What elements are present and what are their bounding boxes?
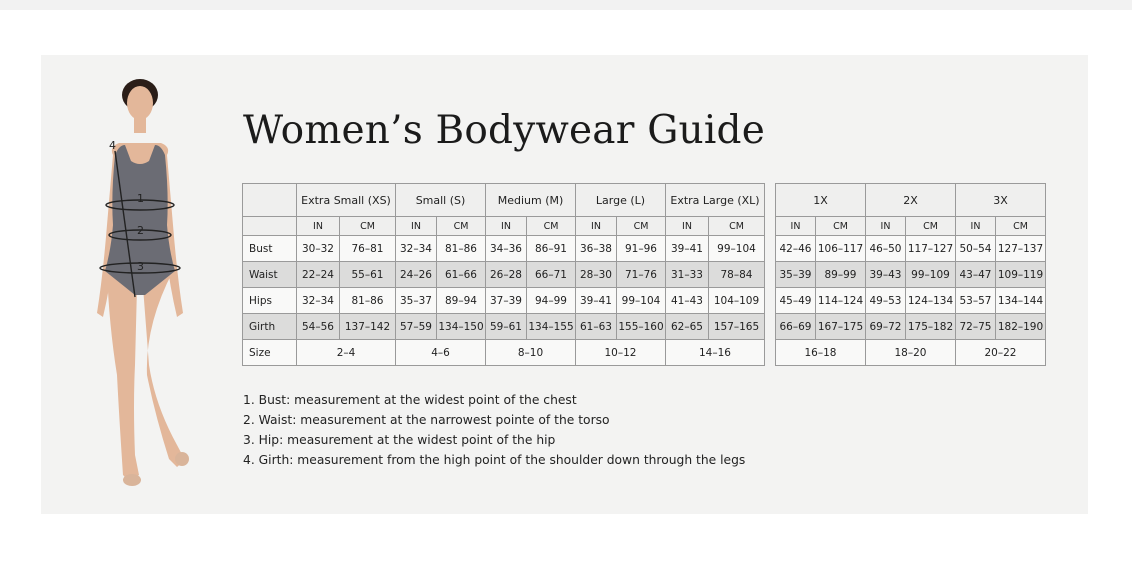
table-cell: 39–41 — [666, 236, 709, 262]
table-cell: 39–41 — [576, 288, 617, 314]
table-cell: 30–32 — [297, 236, 340, 262]
unit-header: CM — [709, 217, 765, 236]
table-cell: 26–28 — [486, 262, 527, 288]
table-cell: 155–160 — [617, 314, 666, 340]
table-row — [776, 236, 1046, 262]
unit-header: IN — [486, 217, 527, 236]
table-cell: 134–155 — [527, 314, 576, 340]
table-cell: 89–94 — [437, 288, 486, 314]
note-girth: 4. Girth: measurement from the high point of the shoulder down through the legs — [243, 453, 746, 467]
table-cell: 45–49 — [776, 288, 816, 314]
table-cell: 61–63 — [576, 314, 617, 340]
table-cell: 10–12 — [576, 340, 666, 366]
unit-header: IN — [396, 217, 437, 236]
table-cell: 49–53 — [866, 288, 906, 314]
unit-header: IN — [576, 217, 617, 236]
table-cell: 72–75 — [956, 314, 996, 340]
unit-header: CM — [816, 217, 866, 236]
table-row — [243, 288, 765, 314]
table-cell: 99–104 — [709, 236, 765, 262]
table-cell: 167–175 — [816, 314, 866, 340]
table-cell: 69–72 — [866, 314, 906, 340]
table-cell: 109–119 — [996, 262, 1046, 288]
marker-2: 2 — [137, 224, 144, 237]
table-cell: 182–190 — [996, 314, 1046, 340]
top-strip — [0, 0, 1132, 10]
table-cell: 91–96 — [617, 236, 666, 262]
table-cell: 104–109 — [709, 288, 765, 314]
unit-header: CM — [906, 217, 956, 236]
size-table-main — [242, 183, 765, 366]
table-cell: 134–150 — [437, 314, 486, 340]
model-head — [127, 86, 153, 120]
table-row — [776, 314, 1046, 340]
unit-header: IN — [776, 217, 816, 236]
row-label: Size — [243, 340, 297, 366]
table-cell: 106–117 — [816, 236, 866, 262]
table-cell: 2–4 — [297, 340, 396, 366]
table-cell: 20–22 — [956, 340, 1046, 366]
unit-header: CM — [340, 217, 396, 236]
table-cell: 81–86 — [340, 288, 396, 314]
table-cell: 86–91 — [527, 236, 576, 262]
unit-header: CM — [437, 217, 486, 236]
page-title: Women’s Bodywear Guide — [243, 108, 765, 153]
model-right-shoe — [175, 452, 189, 466]
table-cell: 32–34 — [396, 236, 437, 262]
note-waist: 2. Waist: measurement at the narrowest pointe of the torso — [243, 413, 610, 427]
table-cell: 99–104 — [617, 288, 666, 314]
table-cell: 81–86 — [437, 236, 486, 262]
unit-header: IN — [666, 217, 709, 236]
table-row — [243, 262, 765, 288]
table-cell: 137–142 — [340, 314, 396, 340]
table-cell: 8–10 — [486, 340, 576, 366]
table-cell: 35–39 — [776, 262, 816, 288]
table-cell: 157–165 — [709, 314, 765, 340]
model-neck — [134, 117, 146, 133]
table-cell: 54–56 — [297, 314, 340, 340]
table-cell: 127–137 — [996, 236, 1046, 262]
model-left-shoe — [123, 474, 141, 486]
table-cell: 89–99 — [816, 262, 866, 288]
table-cell: 76–81 — [340, 236, 396, 262]
row-label: Girth — [243, 314, 297, 340]
table-cell: 66–69 — [776, 314, 816, 340]
size-header: 1X — [776, 184, 866, 217]
marker-1: 1 — [137, 192, 144, 205]
table-cell: 117–127 — [906, 236, 956, 262]
table-cell: 24–26 — [396, 262, 437, 288]
row-label: Bust — [243, 236, 297, 262]
table-cell: 42–46 — [776, 236, 816, 262]
table-cell: 46–50 — [866, 236, 906, 262]
table-cell: 175–182 — [906, 314, 956, 340]
table-cell: 78–84 — [709, 262, 765, 288]
unit-header: CM — [996, 217, 1046, 236]
table-cell: 66–71 — [527, 262, 576, 288]
size-header: Extra Large (XL) — [666, 184, 765, 217]
size-table-plus — [775, 183, 1046, 366]
table-row — [776, 262, 1046, 288]
unit-header: IN — [866, 217, 906, 236]
table-cell: 32–34 — [297, 288, 340, 314]
table-row — [776, 340, 1046, 366]
table-cell: 50–54 — [956, 236, 996, 262]
note-bust: 1. Bust: measurement at the widest point of the chest — [243, 393, 577, 407]
table-cell: 53–57 — [956, 288, 996, 314]
table-cell: 34–36 — [486, 236, 527, 262]
measurement-notes — [243, 390, 745, 470]
table-cell: 36–38 — [576, 236, 617, 262]
size-header: Small (S) — [396, 184, 486, 217]
table-cell: 71–76 — [617, 262, 666, 288]
corner-cell — [243, 217, 297, 236]
size-header: 3X — [956, 184, 1046, 217]
table-row — [243, 236, 765, 262]
table-cell: 31–33 — [666, 262, 709, 288]
table-cell: 59–61 — [486, 314, 527, 340]
table-row — [776, 288, 1046, 314]
table-cell: 62–65 — [666, 314, 709, 340]
size-header: Large (L) — [576, 184, 666, 217]
table-row — [243, 340, 765, 366]
size-header: Extra Small (XS) — [297, 184, 396, 217]
unit-header: IN — [956, 217, 996, 236]
table-cell: 55–61 — [340, 262, 396, 288]
row-label: Waist — [243, 262, 297, 288]
table-cell: 114–124 — [816, 288, 866, 314]
table-cell: 61–66 — [437, 262, 486, 288]
table-cell: 99–109 — [906, 262, 956, 288]
table-cell: 18–20 — [866, 340, 956, 366]
table-cell: 16–18 — [776, 340, 866, 366]
table-row — [243, 314, 765, 340]
model-figure — [85, 75, 195, 495]
size-header: Medium (M) — [486, 184, 576, 217]
table-cell: 94–99 — [527, 288, 576, 314]
note-hip: 3. Hip: measurement at the widest point of the hip — [243, 433, 556, 447]
table-cell: 57–59 — [396, 314, 437, 340]
table-cell: 28–30 — [576, 262, 617, 288]
table-cell: 134–144 — [996, 288, 1046, 314]
unit-header: CM — [617, 217, 666, 236]
table-cell: 14–16 — [666, 340, 765, 366]
marker-4: 4 — [109, 139, 116, 152]
size-header: 2X — [866, 184, 956, 217]
table-cell: 22–24 — [297, 262, 340, 288]
unit-header: CM — [527, 217, 576, 236]
unit-header: IN — [297, 217, 340, 236]
row-label: Hips — [243, 288, 297, 314]
table-cell: 43–47 — [956, 262, 996, 288]
table-cell: 4–6 — [396, 340, 486, 366]
model-left-leg — [107, 271, 139, 481]
table-cell: 124–134 — [906, 288, 956, 314]
marker-3: 3 — [137, 260, 144, 273]
table-cell: 39–43 — [866, 262, 906, 288]
table-cell: 41–43 — [666, 288, 709, 314]
table-cell: 37–39 — [486, 288, 527, 314]
table-cell: 35–37 — [396, 288, 437, 314]
corner-cell — [243, 184, 297, 217]
